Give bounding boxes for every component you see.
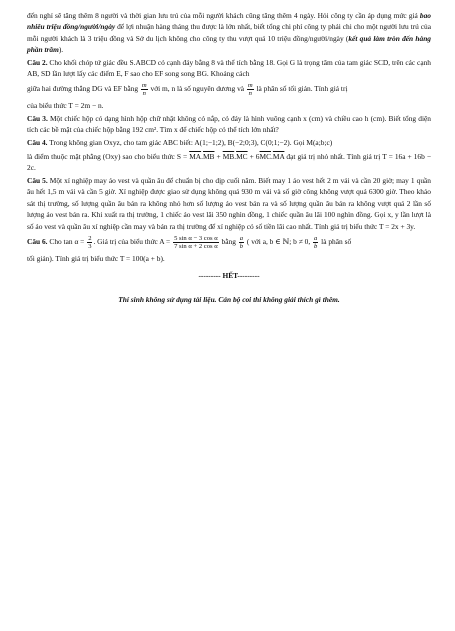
question-6-text-1: Cho tan α = bbox=[47, 237, 87, 247]
intro-line-2a: cần áp dụng mức giá bbox=[355, 11, 420, 20]
question-4-text-2a: là điểm thuộc mặt phẳng (Oxy) sao cho biểu thức S = bbox=[27, 152, 190, 162]
fraction-m-n bbox=[141, 82, 148, 97]
fraction-numerator: a bbox=[239, 234, 244, 242]
question-2-cont bbox=[27, 82, 431, 97]
intro-paragraph bbox=[27, 10, 431, 56]
vector-mb: $\overline{MB}$ bbox=[202, 152, 215, 162]
question-4-text-2b: đạt giá trị nhỏ nhất. Tính bbox=[284, 152, 361, 162]
question-2 bbox=[27, 57, 431, 80]
question-5-text-3: số giờ công không vượt quá 6300 giờ. Theo khảo sát thị trường, số lượng quần âu bán ra không nhỏ hơn số bbox=[27, 187, 431, 208]
vector-ma-2: $\overline{MA}$ bbox=[272, 152, 285, 162]
question-3 bbox=[27, 113, 431, 136]
question-4 bbox=[27, 137, 431, 148]
dot-operator: . bbox=[201, 152, 203, 162]
question-5 bbox=[27, 175, 431, 232]
intro-line-3: chi phí công ty phải chi cho một người lưu trú của mỗi người khách là 3 triệu đồng và Sở du lịch không cho bbox=[27, 22, 431, 43]
intro-rounding-note: kết quả làm tròn đến hàng phần trăm bbox=[27, 33, 431, 55]
question-2-text-2: tam giác SCD, trên các cạnh AB, SD lần lượt lấy các điểm E, F sao cho EF song song BG. Khoảng cách bbox=[27, 57, 431, 79]
question-5-text-6: và quần âu xí nghiệp cần may và bán ra thị trường để xí nghiệp có số tiền lãi cao nhất. Tính giá trị biểu thức bbox=[58, 221, 378, 231]
question-6-end bbox=[27, 253, 431, 264]
fraction-denominator: n bbox=[142, 90, 146, 98]
intro-emphasis: bao nhiêu triệu đồng/người/ngày bbox=[27, 11, 431, 32]
exam-footer-note: Thí sinh không sử dụng tài liệu. Cán bộ coi thi không giải thích gì thêm. bbox=[118, 294, 340, 304]
question-6-text-5: là phân số bbox=[319, 237, 352, 247]
question-2-text-3c: là phân số tối giản. Tính giá trị bbox=[254, 84, 348, 94]
question-5-text-4: lượng áo vest bán ra và số lượng quần âu bán ra không vượt quá 2 lần số lượng áo vest bán ra. Khi xuất ra thị bbox=[27, 198, 432, 220]
question-2-text-3b: với m, n là số nguyên dương và bbox=[148, 84, 246, 94]
vector-mc: $\overline{MC}$ bbox=[236, 152, 248, 162]
intro-line-4a: công ty thu vượt quá 10 triệu đồng/người/ngày ( bbox=[202, 33, 349, 43]
question-2-text-1: Cho khối chóp tứ giác đều S.ABCD có cạnh đáy bằng 8 và thể tích bằng 18. Gọi G là trọng tâm của bbox=[47, 57, 345, 67]
question-3-label: Câu 3. bbox=[27, 113, 48, 123]
vector-mc-2: $\overline{MC}$ bbox=[259, 152, 272, 162]
question-6 bbox=[27, 235, 431, 250]
exam-page bbox=[27, 10, 431, 305]
plus-operator: + bbox=[214, 152, 223, 162]
fraction-numerator: m bbox=[247, 82, 253, 90]
question-6-text-2: . Giá trị của biểu thức A = bbox=[93, 237, 173, 247]
fraction-2-3 bbox=[87, 235, 92, 250]
fraction-a-b bbox=[239, 235, 244, 250]
plus-operator-2: + 6 bbox=[247, 152, 260, 162]
question-5-text-2: cần 20 giờ; may 1 quần âu hết 1,5 m vải và cần 5 giờ. Xí nghiệp được giao sử dụng không quá 930 m vải và bbox=[27, 175, 431, 197]
question-6-label: Câu 6. bbox=[27, 237, 48, 247]
fraction-denominator: 7 sin α + 2 cos α bbox=[174, 242, 218, 250]
fraction-numerator: 2 bbox=[88, 234, 92, 242]
fraction-m-n-2 bbox=[247, 82, 254, 97]
fraction-expression-a bbox=[173, 235, 219, 250]
question-3-text-2: h (cm). Biết tổng diện tích các bề mặt của chiếc hộp bằng 192 cm². Tìm x để chiếc hộp có thể tích lớn nhất? bbox=[27, 113, 431, 135]
fraction-denominator: 3 bbox=[88, 242, 92, 250]
question-2-end bbox=[27, 100, 431, 111]
question-3-text-1: Một chiếc hộp có dạng hình hộp chữ nhật không có nắp, có đáy là hình vuông cạnh x (cm) và chiều cao bbox=[47, 113, 363, 123]
vector-ma: $\overline{MA}$ bbox=[189, 152, 202, 162]
intro-line-2c: để lợi nhuận hàng tháng thu được là lớn nhất, biết tổng bbox=[115, 22, 281, 32]
fraction-denominator: b bbox=[314, 242, 318, 250]
question-5-text-7: T = 2x + 3y. bbox=[378, 221, 416, 231]
fraction-a-b-2 bbox=[313, 235, 318, 250]
intro-line-4c: ). bbox=[58, 45, 64, 55]
fraction-denominator: b bbox=[239, 242, 244, 250]
question-5-label: Câu 5. bbox=[27, 175, 48, 185]
question-4-text-1: Trong không gian Oxyz, cho tam giác ABC biết: A(1;−1;2), B(−2;0;3), C(0;1;−2). Gọi M(a;b;c) bbox=[47, 137, 333, 147]
question-5-text-5: trường, 1 chiếc áo vest lãi 350 nghìn đồng, 1 chiếc quần âu lãi 100 nghìn đồng. Gọi x, y lần lượt là số áo vest bbox=[27, 210, 431, 231]
fraction-numerator: m bbox=[141, 82, 147, 90]
vector-mb-2: $\overline{MB}$ bbox=[222, 152, 235, 162]
intro-line-1: đến nghỉ sẽ tăng thêm 8 người và thời gian lưu trú của mỗi người khách cũng tăng thêm 4 ngày. Hỏi công ty bbox=[27, 11, 354, 20]
question-2-label: Câu 2. bbox=[27, 57, 48, 67]
fraction-denominator: n bbox=[248, 90, 252, 98]
question-6-text-4: ( với a, b ∈ ℕ; b ≠ 0, bbox=[245, 237, 313, 247]
question-5-text-1: Một xí nghiệp may áo vest và quần âu để chuẩn bị cho dịp cuối năm. Biết may 1 áo vest hết 2 m vải và bbox=[47, 175, 359, 185]
fraction-numerator: 5 sin α − 3 cos α bbox=[174, 234, 218, 242]
question-6-text-3: bằng bbox=[219, 237, 238, 247]
question-2-text-4: của biểu thức T = 2m − n. bbox=[27, 101, 104, 111]
question-6-text-6: tối giản). Tính giá trị biểu thức T = 100(a + b). bbox=[27, 253, 165, 263]
fraction-numerator: a bbox=[314, 234, 318, 242]
question-4-label: Câu 4. bbox=[27, 137, 48, 147]
question-2-text-3a: giữa hai đường thẳng DG và EF bằng bbox=[27, 84, 140, 94]
question-4-cont bbox=[27, 151, 431, 174]
end-marker: --------- HẾT--------- bbox=[198, 271, 260, 281]
question-4-text-3: giá trị T = 16a + 16b − 2c. bbox=[27, 152, 431, 173]
dot-operator-3: . bbox=[271, 152, 273, 162]
dot-operator-2: . bbox=[234, 152, 237, 162]
